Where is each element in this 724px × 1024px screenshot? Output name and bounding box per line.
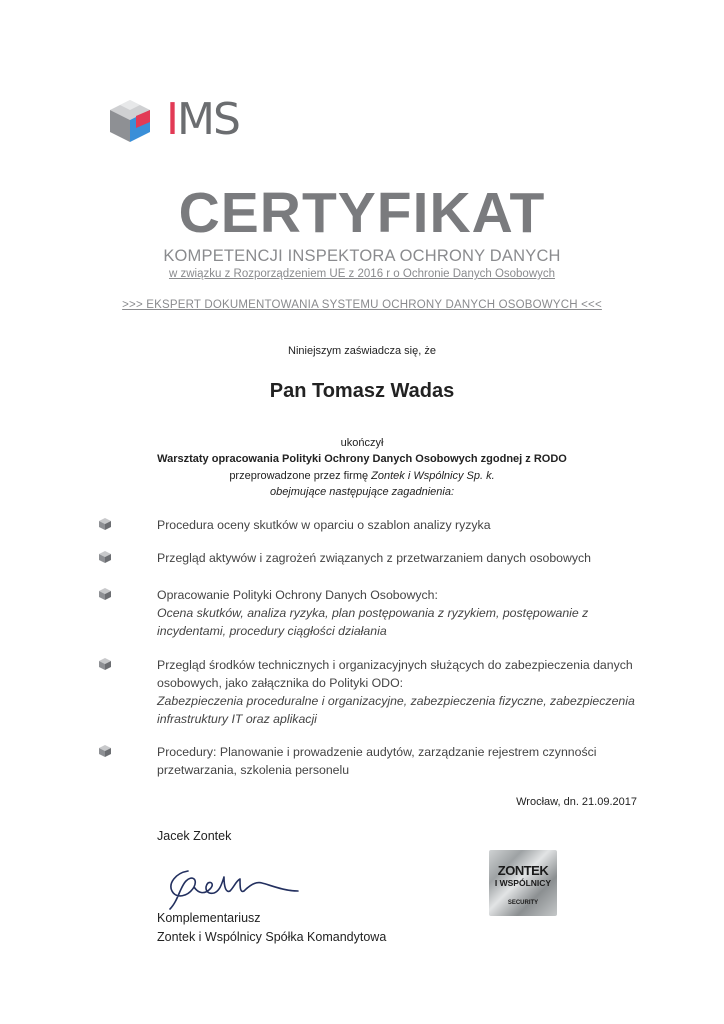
topic-text-block: [157, 656, 657, 728]
topic-text: Procedury: Planowanie i prowadzenie audytów, zarządzanie rejestrem czynności przetwarzania, szkolenia personelu: [157, 745, 597, 777]
ims-logo: [100, 94, 260, 150]
security-hologram: [489, 850, 557, 916]
signature-icon: [158, 857, 308, 915]
list-item: [98, 516, 658, 536]
certify-text: Niniejszym zaświadcza się, że: [288, 345, 436, 357]
certificate-title: CERTYFIKAT: [178, 181, 546, 245]
signer-company: Zontek i Wspólnicy Spółka Komandytowa: [157, 930, 387, 944]
topic-text: Przegląd środków technicznych i organizacyjnych służących do zabezpieczenia danych osobowych, jako załącznika do Polityki ODO:: [157, 658, 633, 690]
topic-text: Procedura oceny skutków w oparciu o szablon analizy ryzyka: [157, 518, 491, 532]
cube-bullet-icon: [98, 517, 112, 531]
topic-detail: Ocena skutków, analiza ryzyka, plan postępowania z ryzykiem, postępowanie z incydentami, procedury ciągłości działania: [157, 606, 589, 638]
topic-text: Przegląd aktywów i zagrożeń związanych z przetwarzaniem danych osobowych: [157, 551, 592, 565]
conducted-prefix: przeprowadzone przez firmę: [229, 470, 369, 482]
topic-text-block: [157, 586, 657, 640]
cube-bullet-icon: [98, 657, 112, 671]
hologram-tag: SECURITY: [507, 900, 539, 906]
workshop-title: Warsztaty opracowania Polityki Ochrony Danych Osobowych zgodnej z RODO: [157, 453, 567, 465]
list-item: [98, 743, 658, 783]
conducted-by: [0, 470, 724, 482]
cube-logo-icon: [100, 94, 160, 150]
recipient-name: Pan Tomasz Wadas: [269, 380, 455, 402]
cube-bullet-icon: [98, 550, 112, 564]
topic-detail: Zabezpieczenia proceduralne i organizacyjne, zabezpieczenia fizyczne, zabezpieczenia infrastruktury IT oraz aplikacji: [157, 694, 635, 726]
completed-text: ukończył: [340, 437, 384, 449]
signer-name: Jacek Zontek: [157, 829, 232, 843]
hologram-title: ZONTEK: [497, 863, 549, 878]
list-item: [98, 549, 658, 569]
covering-text: obejmujące następujące zagadnienia:: [269, 486, 455, 498]
ims-logo-text: IMS: [166, 94, 239, 145]
certificate-subtitle: KOMPETENCJI INSPEKTORA OCHRONY DANYCH: [163, 247, 561, 265]
list-item: [98, 656, 658, 731]
signer-role: Komplementariusz: [157, 911, 261, 925]
place-date: Wrocław, dn. 21.09.2017: [516, 796, 637, 808]
company-name-italic: Zontek i Wspólnicy Sp. k.: [371, 470, 495, 482]
topic-text: Opracowanie Polityki Ochrony Danych Osobowych:: [157, 588, 438, 602]
cube-bullet-icon: [98, 744, 112, 758]
expert-line: >>> EKSPERT DOKUMENTOWANIA SYSTEMU OCHRONY DANYCH OSOBOWYCH <<<: [122, 299, 602, 311]
hologram-subtitle: I WSPÓLNICY: [494, 878, 552, 888]
regulation-line: w związku z Rozporządzeniem UE z 2016 r o Ochronie Danych Osobowych: [168, 268, 556, 280]
cube-bullet-icon: [98, 587, 112, 601]
list-item: [98, 586, 658, 646]
